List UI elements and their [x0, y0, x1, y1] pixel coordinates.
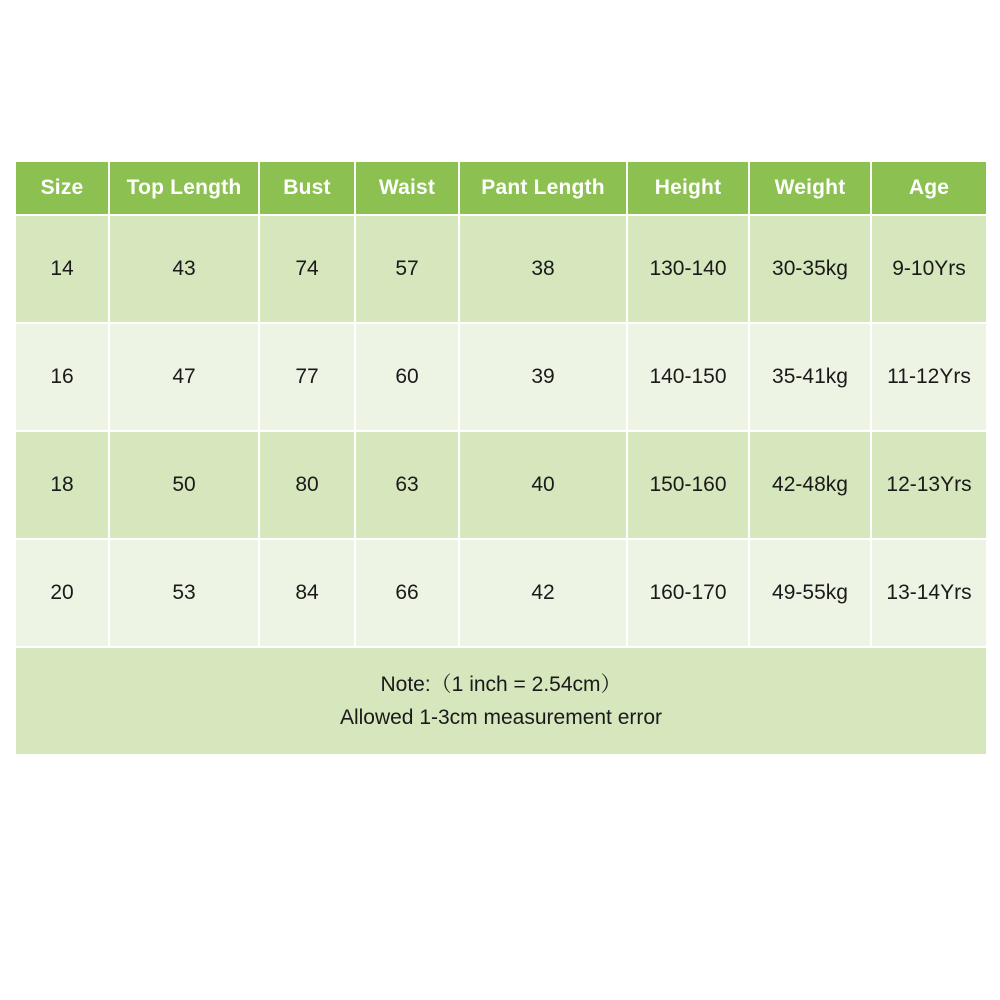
cell-size: 14 [15, 215, 109, 323]
column-header-top-length: Top Length [109, 161, 259, 215]
note-line-conversion: Note:（1 inch = 2.54cm） [380, 673, 622, 696]
cell-height: 160-170 [627, 539, 749, 647]
cell-pant-length: 42 [459, 539, 627, 647]
cell-bust: 84 [259, 539, 355, 647]
column-header-height: Height [627, 161, 749, 215]
cell-top-length: 53 [109, 539, 259, 647]
cell-bust: 77 [259, 323, 355, 431]
table-header [15, 161, 987, 215]
cell-age: 13-14Yrs [871, 539, 987, 647]
cell-weight: 49-55kg [749, 539, 871, 647]
cell-age: 11-12Yrs [871, 323, 987, 431]
column-header-bust: Bust [259, 161, 355, 215]
header-row [15, 161, 987, 215]
note-cell [15, 647, 987, 755]
cell-weight: 30-35kg [749, 215, 871, 323]
cell-weight: 42-48kg [749, 431, 871, 539]
cell-waist: 66 [355, 539, 459, 647]
cell-height: 130-140 [627, 215, 749, 323]
cell-weight: 35-41kg [749, 323, 871, 431]
cell-top-length: 50 [109, 431, 259, 539]
table-row [15, 215, 987, 323]
note-row [15, 647, 987, 755]
cell-size: 18 [15, 431, 109, 539]
cell-pant-length: 40 [459, 431, 627, 539]
size-chart-table [14, 160, 988, 756]
column-header-waist: Waist [355, 161, 459, 215]
column-header-weight: Weight [749, 161, 871, 215]
cell-size: 16 [15, 323, 109, 431]
table-row [15, 431, 987, 539]
column-header-pant-length: Pant Length [459, 161, 627, 215]
table-body [15, 215, 987, 755]
cell-top-length: 47 [109, 323, 259, 431]
cell-height: 150-160 [627, 431, 749, 539]
column-header-age: Age [871, 161, 987, 215]
note-line-tolerance: Allowed 1-3cm measurement error [339, 706, 663, 729]
cell-height: 140-150 [627, 323, 749, 431]
column-header-size: Size [15, 161, 109, 215]
size-chart-container [14, 160, 986, 756]
cell-age: 12-13Yrs [871, 431, 987, 539]
cell-waist: 57 [355, 215, 459, 323]
cell-top-length: 43 [109, 215, 259, 323]
cell-bust: 74 [259, 215, 355, 323]
cell-bust: 80 [259, 431, 355, 539]
table-row [15, 539, 987, 647]
cell-waist: 60 [355, 323, 459, 431]
cell-waist: 63 [355, 431, 459, 539]
cell-age: 9-10Yrs [871, 215, 987, 323]
table-row [15, 323, 987, 431]
cell-pant-length: 38 [459, 215, 627, 323]
cell-size: 20 [15, 539, 109, 647]
cell-pant-length: 39 [459, 323, 627, 431]
